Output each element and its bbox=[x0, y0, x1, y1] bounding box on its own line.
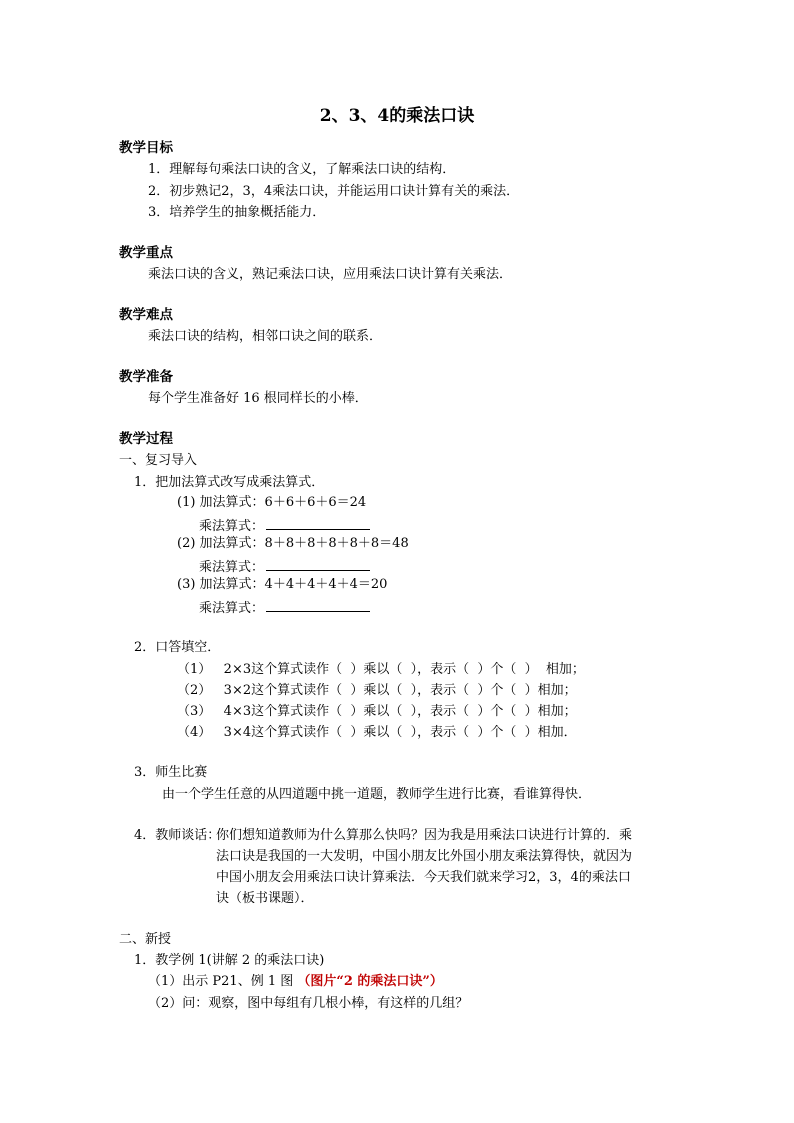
multiplication-label: 乘法算式： bbox=[199, 560, 265, 575]
preparation-text: 每个学生准备好 16 根同样长的小棒． bbox=[148, 391, 368, 406]
example-step1 bbox=[148, 975, 443, 988]
example-step1-text: （1）出示 P21、例 1 图 bbox=[148, 974, 298, 989]
difficulties-heading: 教学难点 bbox=[119, 307, 173, 323]
q4-line: 你们想知道教师为什么算那么快吗？因为我是用乘法口诀进行计算的．乘 bbox=[216, 828, 633, 843]
preparation-heading: 教学准备 bbox=[119, 369, 173, 385]
answer-blank[interactable] bbox=[266, 517, 370, 530]
example-label: 1．教学例 1(讲解 2 的乘法口诀) bbox=[134, 953, 325, 968]
multiplication-line bbox=[199, 599, 370, 615]
part1-heading: 一、复习导入 bbox=[119, 453, 198, 468]
key-points-heading: 教学重点 bbox=[119, 245, 173, 261]
goal-item: 3．培养学生的抽象概括能力． bbox=[148, 205, 326, 220]
answer-blank[interactable] bbox=[266, 599, 370, 612]
q4-line: 中国小朋友会用乘法口诀计算乘法．今天我们就来学习2，3，4的乘法口 bbox=[216, 870, 631, 885]
fill-blank-item: （3） 4×3这个算式读作（ ）乘以（ ），表示（ ）个（ ）相加； bbox=[177, 704, 577, 719]
key-points-text: 乘法口诀的含义，熟记乘法口诀，应用乘法口诀计算有关乘法． bbox=[148, 267, 513, 282]
addition-formula: (3) 加法算式：4＋4＋4＋4＋4＝20 bbox=[177, 577, 388, 592]
goal-item: 2．初步熟记2，3，4乘法口诀，并能运用口诀计算有关的乘法． bbox=[148, 184, 520, 199]
goals-heading: 教学目标 bbox=[119, 140, 173, 156]
fill-blank-item: （1） 2×3这个算式读作（ ）乘以（ ），表示（ ）个（ ） 相加； bbox=[177, 662, 585, 677]
q2-label: 2．口答填空． bbox=[134, 640, 221, 655]
page-title: 2、3、4的乘法口诀 bbox=[319, 106, 475, 126]
answer-blank[interactable] bbox=[266, 558, 370, 571]
q3-text: 由一个学生任意的从四道题中挑一道题，教师学生进行比赛，看谁算得快． bbox=[162, 787, 592, 802]
q4-line: 法口诀是我国的一大发明，中国小朋友比外国小朋友乘法算得快，就因为 bbox=[216, 849, 633, 864]
goal-item: 1．理解每句乘法口诀的含义，了解乘法口诀的结构． bbox=[148, 162, 456, 177]
q3-label: 3．师生比赛 bbox=[134, 765, 208, 780]
q1-label: 1．把加法算式改写成乘法算式． bbox=[134, 475, 325, 490]
q4-line: 诀（板书课题）． bbox=[216, 891, 314, 906]
part2-heading: 二、新授 bbox=[119, 932, 172, 947]
addition-formula: (2) 加法算式：8＋8＋8＋8＋8＋8＝48 bbox=[177, 536, 409, 551]
multiplication-label: 乘法算式： bbox=[199, 519, 265, 534]
fill-blank-item: （2） 3×2这个算式读作（ ）乘以（ ），表示（ ）个（ ）相加； bbox=[177, 683, 577, 698]
q4-label: 4．教师谈话： bbox=[134, 828, 221, 843]
addition-formula: (1) 加法算式：6＋6＋6＋6＝24 bbox=[177, 495, 367, 510]
process-heading: 教学过程 bbox=[119, 431, 173, 447]
multiplication-line bbox=[199, 558, 370, 574]
difficulties-text: 乘法口诀的结构，相邻口诀之间的联系． bbox=[148, 329, 383, 344]
multiplication-line bbox=[199, 517, 370, 533]
multiplication-label: 乘法算式： bbox=[199, 601, 265, 616]
example-step2: （2）问：观察，图中每组有几根小棒，有这样的几组？ bbox=[148, 996, 469, 1011]
fill-blank-item: （4） 3×4这个算式读作（ ）乘以（ ），表示（ ）个（ ）相加． bbox=[177, 725, 577, 740]
image-reference-link[interactable]: （图片“2 的乘法口诀”） bbox=[297, 974, 443, 989]
